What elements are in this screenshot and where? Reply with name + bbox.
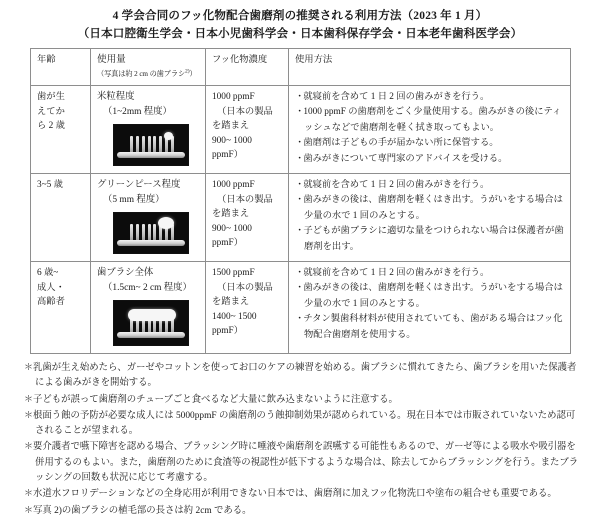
usage-item: ・ 歯みがきの後は、歯磨剤を軽くはき出す。うがいをする場合は少量の水で 1 回のみとする。: [295, 193, 565, 224]
rice-grain-toothpaste-photo: [113, 124, 189, 166]
table-header: [31, 49, 571, 86]
brush-handle-graphic: [117, 240, 185, 246]
amount-cell: [91, 262, 206, 354]
amount-cell: [91, 86, 206, 174]
page-subtitle: （日本口腔衛生学会・日本小児歯科学会・日本歯科保存学会・日本老年歯科医学会）: [77, 28, 523, 40]
column-header-usage-label: 使用方法: [295, 55, 333, 65]
footnote-item: ＊ 乳歯が生え始めたら、ガーゼやコットンを使ってお口のケアの練習を始める。歯ブラシに慣れてきたら、歯ブラシを用いた保護者による歯みがきを開始する。: [24, 360, 580, 392]
concentration-line: 900~ 1000: [212, 135, 252, 146]
usage-list: [295, 266, 565, 343]
page-title: 4 学会合同のフッ化物配合歯磨剤の推奨される利用方法（2023 年 1 月）: [112, 10, 488, 22]
column-header-amount-note: [97, 68, 200, 80]
footnote-item: ＊ 子どもが誤って歯磨剤のチューブごと食べるなど大量に飲み込まないように注意する。: [24, 392, 580, 408]
usage-cell: [289, 86, 571, 174]
amount-note-superscript: 2): [185, 68, 190, 75]
concentration-line: ppmF）: [212, 238, 243, 248]
table-header-row: [31, 49, 571, 86]
concentration-cell: [206, 86, 289, 174]
concentration-line: （日本の製品: [217, 194, 273, 205]
usage-item: ・ チタン製歯科材料が使用されていても、歯がある場合はフッ化物配合歯磨剤を使用する。: [295, 312, 565, 343]
usage-item: ・ 歯みがきの後は、歯磨剤を軽くはき出す。うがいをする場合は少量の水で 1 回のみとする。: [295, 281, 565, 312]
amount-note-text: （写真は約 2 cm の歯ブラシ: [97, 70, 186, 78]
concentration-cell: [206, 174, 289, 262]
recommendation-table-wrapper: [30, 48, 570, 354]
concentration-line: ppmF）: [212, 326, 243, 336]
amount-secondary: （5 mm 程度）: [103, 195, 165, 205]
column-header-age: [31, 49, 91, 86]
usage-item: ・ 子どもが歯ブラシに適切な量をつけられない場合は保護者が歯磨剤を出す。: [295, 224, 565, 255]
green-pea-toothpaste-photo: [113, 212, 189, 254]
usage-item: ・ 歯磨剤は子どもの手が届かない所に保管する。: [295, 136, 565, 151]
age-line: 歯が生: [37, 92, 65, 102]
usage-list: [295, 90, 565, 167]
age-line: 高齢者: [37, 297, 65, 307]
column-header-age-label: 年齢: [37, 55, 56, 65]
column-header-concentration-label: フッ化物濃度: [212, 55, 268, 65]
amount-label: [97, 90, 200, 120]
full-brush-toothpaste-photo: [113, 300, 189, 346]
concentration-line: を踏まえ: [212, 121, 250, 131]
concentration-line: （日本の製品: [217, 282, 273, 293]
brush-handle-graphic: [117, 152, 185, 158]
amount-label: [97, 178, 200, 208]
concentration-line: 1500 ppmF: [212, 268, 255, 278]
concentration-line: を踏まえ: [212, 209, 250, 219]
table-row: [31, 174, 571, 262]
footnote-item: ＊ 要介護者で嚥下障害を認める場合、ブラッシング時に唾液や歯磨剤を誤嚥する可能性もあるので、ガーゼ等による吸水や吸引器を併用するのもよい。また，歯磨剤のために食渣等の視認性が低下するような場合は、除去してからブラッシングを行う。またブラッシングの回数も状況に応じて考慮する。: [24, 439, 580, 486]
amount-secondary: （1.5cm~ 2 cm 程度）: [103, 283, 192, 293]
usage-item: ・ 就寝前を含めて 1 日 2 回の歯みがきを行う。: [295, 90, 565, 105]
column-header-amount-label: 使用量: [97, 54, 126, 65]
age-line: 6 歳~: [37, 268, 59, 278]
age-line: 3~5 歳: [37, 180, 63, 190]
amount-label: [97, 266, 200, 296]
amount-cell: [91, 174, 206, 262]
concentration-line: （日本の製品: [217, 106, 273, 117]
footnote-item: ＊ 根面う蝕の予防が必要な成人には 5000ppmF の歯磨剤のう蝕抑制効果が認められている。現在日本では市販されていないため認可されることが望まれる。: [24, 408, 580, 440]
toothpaste-dab-graphic: [158, 217, 174, 229]
concentration-line: 1400~ 1500: [212, 311, 257, 322]
toothpaste-dab-graphic: [164, 132, 173, 140]
toothpaste-dab-graphic: [128, 309, 176, 321]
table-body: [31, 86, 571, 354]
usage-item: ・ 就寝前を含めて 1 日 2 回の歯みがきを行う。: [295, 266, 565, 281]
age-line: 成人・: [37, 282, 65, 293]
usage-list: [295, 178, 565, 255]
age-cell: [31, 174, 91, 262]
footnote-item: ＊ 写真 2)の歯ブラシの植毛部の長さは約 2cm である。: [24, 503, 580, 519]
age-cell: [31, 262, 91, 354]
brush-handle-graphic: [117, 332, 185, 338]
usage-item: ・ 就寝前を含めて 1 日 2 回の歯みがきを行う。: [295, 178, 565, 193]
table-row: [31, 86, 571, 174]
footnote-item: ＊ 水道水フロリデーションなどの全身応用が利用できない日本では、歯磨剤に加えフッ化物洗口や塗布の組合せも重要である。: [24, 486, 580, 502]
usage-item: ・ 1000 ppmF の歯磨剤をごく少量使用する。歯みがきの後にティッシュなどで歯磨剤を軽く拭き取ってもよい。: [295, 105, 565, 136]
column-header-usage: [289, 49, 571, 86]
concentration-line: 1000 ppmF: [212, 92, 255, 102]
column-header-amount: [91, 49, 206, 86]
concentration-cell: [206, 262, 289, 354]
amount-secondary: （1~2mm 程度）: [103, 107, 172, 117]
usage-cell: [289, 262, 571, 354]
document-title-block: [0, 0, 600, 43]
concentration-line: 1000 ppmF: [212, 180, 255, 190]
age-line: えてか: [37, 106, 65, 117]
age-line: ら 2 歳: [37, 121, 65, 131]
concentration-line: 900~ 1000: [212, 223, 252, 234]
footnotes: [20, 360, 580, 519]
amount-note-close: ）: [189, 70, 197, 78]
age-cell: [31, 86, 91, 174]
usage-item: ・ 歯みがきについて専門家のアドバイスを受ける。: [295, 152, 565, 167]
concentration-line: を踏まえ: [212, 297, 250, 307]
amount-primary: グリーンピース程度: [97, 180, 181, 190]
amount-primary: 歯ブラシ全体: [97, 268, 154, 278]
table-row: [31, 262, 571, 354]
fluoride-recommendation-table: [30, 48, 571, 354]
concentration-line: ppmF）: [212, 150, 243, 160]
column-header-concentration: [206, 49, 289, 86]
usage-cell: [289, 174, 571, 262]
amount-primary: 米粒程度: [97, 92, 135, 102]
